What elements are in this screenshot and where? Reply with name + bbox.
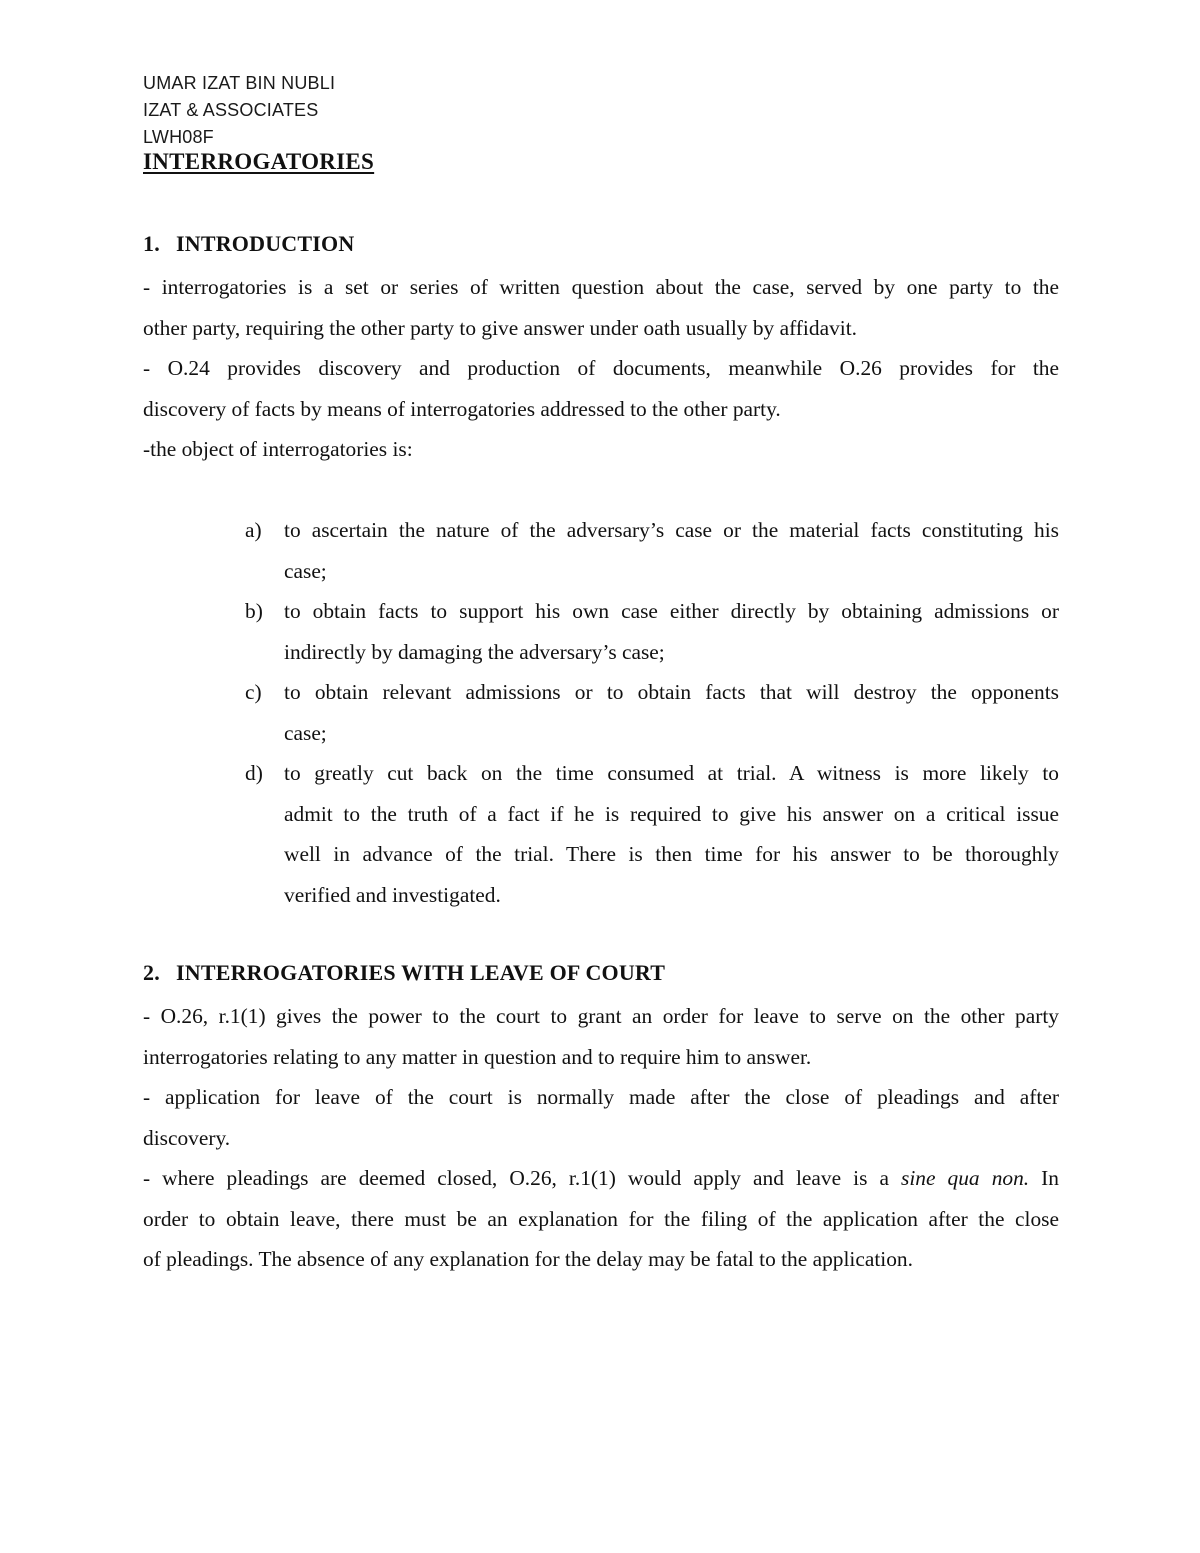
document-title: INTERROGATORIES (143, 149, 375, 174)
list-item-line: admit to the truth of a fact if he is required to give his answer on a critical issue (284, 801, 1059, 826)
section-heading-introduction (143, 231, 354, 257)
latin-phrase: sine qua non. (901, 1166, 1030, 1190)
list-item-line: verified and investigated. (284, 882, 501, 907)
list-item-line: to ascertain the nature of the adversary’s case or the material facts constituting his (284, 518, 1059, 542)
paragraph-text: In (1029, 1166, 1060, 1190)
paragraph-line: - interrogatories is a set or series of written question about the case, served by one party to the (143, 275, 1059, 299)
list-marker: b) (245, 599, 263, 623)
leave-paragraph-power (143, 996, 1059, 1077)
list-marker: d) (245, 761, 263, 785)
intro-paragraph-definition (143, 267, 1059, 348)
author-name: UMAR IZAT BIN NUBLI (143, 73, 336, 93)
paragraph-text: - where pleadings are deemed closed, O.26, r.1(1) would apply and leave is a (143, 1166, 902, 1190)
section-heading-leave-of-court (143, 960, 665, 986)
intro-paragraph-object (143, 429, 1059, 470)
objects-list (245, 510, 1059, 915)
list-item-line: case; (284, 558, 327, 583)
course-code: LWH08F (143, 127, 214, 147)
list-marker: a) (245, 518, 262, 542)
leave-paragraph-application (143, 1077, 1059, 1158)
section-number: 1. (143, 231, 160, 256)
paragraph-line: discovery of facts by means of interrogatories addressed to the other party. (143, 396, 781, 421)
paragraph-line: order to obtain leave, there must be an explanation for the filing of the application after the close (143, 1206, 1059, 1231)
firm-name: IZAT & ASSOCIATES (143, 100, 319, 120)
paragraph-line: discovery. (143, 1125, 231, 1150)
paragraph-line: - O.24 provides discovery and production of documents, meanwhile O.26 provides for the (143, 356, 1059, 380)
list-item-line: to obtain facts to support his own case either directly by obtaining admissions or (284, 599, 1059, 623)
paragraph-line: interrogatories relating to any matter in question and to require him to answer. (143, 1044, 812, 1069)
list-marker: c) (245, 680, 262, 704)
list-item-line: well in advance of the trial. There is then time for his answer to be thoroughly (284, 842, 1059, 866)
paragraph-line: -the object of interrogatories is: (143, 437, 413, 461)
list-item (245, 753, 1059, 915)
list-item (245, 510, 1059, 591)
paragraph-line: - application for leave of the court is normally made after the close of pleadings and after (143, 1085, 1059, 1109)
list-item (245, 672, 1059, 753)
paragraph-line: - O.26, r.1(1) gives the power to the court to grant an order for leave to serve on the other party (143, 1004, 1059, 1028)
list-item-line: indirectly by damaging the adversary’s case; (284, 639, 665, 664)
intro-paragraph-orders (143, 348, 1059, 429)
list-item-line: case; (284, 720, 327, 745)
leave-paragraph-pleadings (143, 1158, 1059, 1280)
paragraph-line: of pleadings. The absence of any explanation for the delay may be fatal to the application. (143, 1247, 913, 1271)
paragraph-line: other party, requiring the other party to give answer under oath usually by affidavit. (143, 315, 857, 340)
section-number: 2. (143, 960, 160, 985)
section-title: INTERROGATORIES WITH LEAVE OF COURT (176, 960, 666, 985)
list-item-line: to obtain relevant admissions or to obtain facts that will destroy the opponents (284, 680, 1059, 704)
list-item (245, 591, 1059, 672)
section-title: INTRODUCTION (176, 231, 355, 256)
paragraph-line (143, 1158, 1059, 1199)
list-item-line: to greatly cut back on the time consumed at trial. A witness is more likely to (284, 761, 1059, 785)
